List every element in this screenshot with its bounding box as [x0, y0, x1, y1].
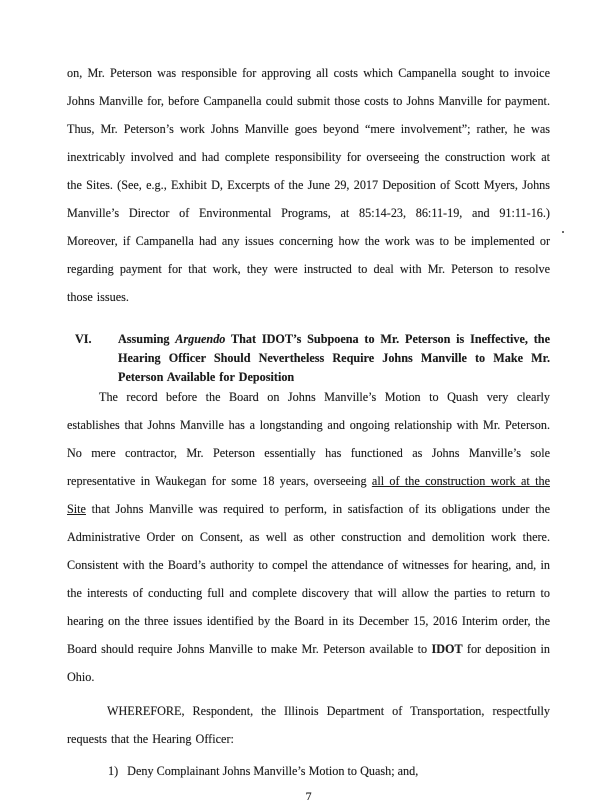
wherefore-paragraph: WHEREFORE, Respondent, the Illinois Department of Transportation, respectfully requests that the Hearing Officer:: [67, 704, 550, 746]
continuation-paragraph: on, Mr. Peterson was responsible for approving all costs which Campanella sought to invoice Johns Manville for, before Campanella could submit those costs to Johns Manville for payment. Thus, Mr. Peterson’s work Johns Manville goes beyond “mere involvement”; rather, he was inextricably involved and had complete responsibility for overseeing the construction work at the Sites. (See, e.g., Exhibit D, Excerpts of the June 29, 2017 Deposition of Scott Myers, Johns Manville’s Director of Environmental Programs, at 85:14-23, 86:11-19, and 91:11-16.) Moreover, if Campanella had any issues concerning how the work was to be implemented or regarding payment for that work, they were instructed to deal with Mr. Peterson to resolve those issues.: [67, 66, 550, 304]
argument-paragraph: The record before the Board on Johns Manville’s Motion to Quash very clearly establishes that Johns Manville has a longstanding and ongoing relationship with Mr. Peterson. No mere contractor, Mr. Peterson essentially has functioned as Johns Manville’s sole representative in Waukegan for some 18 years, overseeing all of the construction work at the Site that Johns Manville was required to perform, in satisfaction of its obligations under the Administrative Order on Consent, as well as other construction and demolition work there. Consistent with the Board’s authority to compel the attendance of witnesses for hearing, and, in the interests of conducting full and complete discovery that will allow the parties to return to hearing on the three issues identified by the Board in its December 15, 2016 Interim order, the Board should require Johns Manville to make Mr. Peterson available to IDOT for deposition in Ohio.: [67, 390, 550, 684]
request-item-text: Deny Complainant Johns Manville’s Motion to Quash; and,: [127, 764, 419, 778]
page-content: [67, 59, 550, 800]
request-list-item: [108, 757, 550, 785]
page-number: 7: [305, 790, 312, 800]
request-item-number: 1): [108, 764, 119, 778]
section-heading-text: Assuming Arguendo That IDOT’s Subpoena to Mr. Peterson is Ineffective, the Hearing Officer Should Nevertheless Require Johns Manville to Make Mr. Peterson Available for Deposition: [118, 332, 550, 384]
section-heading: [67, 330, 550, 387]
scan-artifact-dot: [562, 231, 564, 233]
section-heading-numeral: VI.: [75, 332, 92, 346]
